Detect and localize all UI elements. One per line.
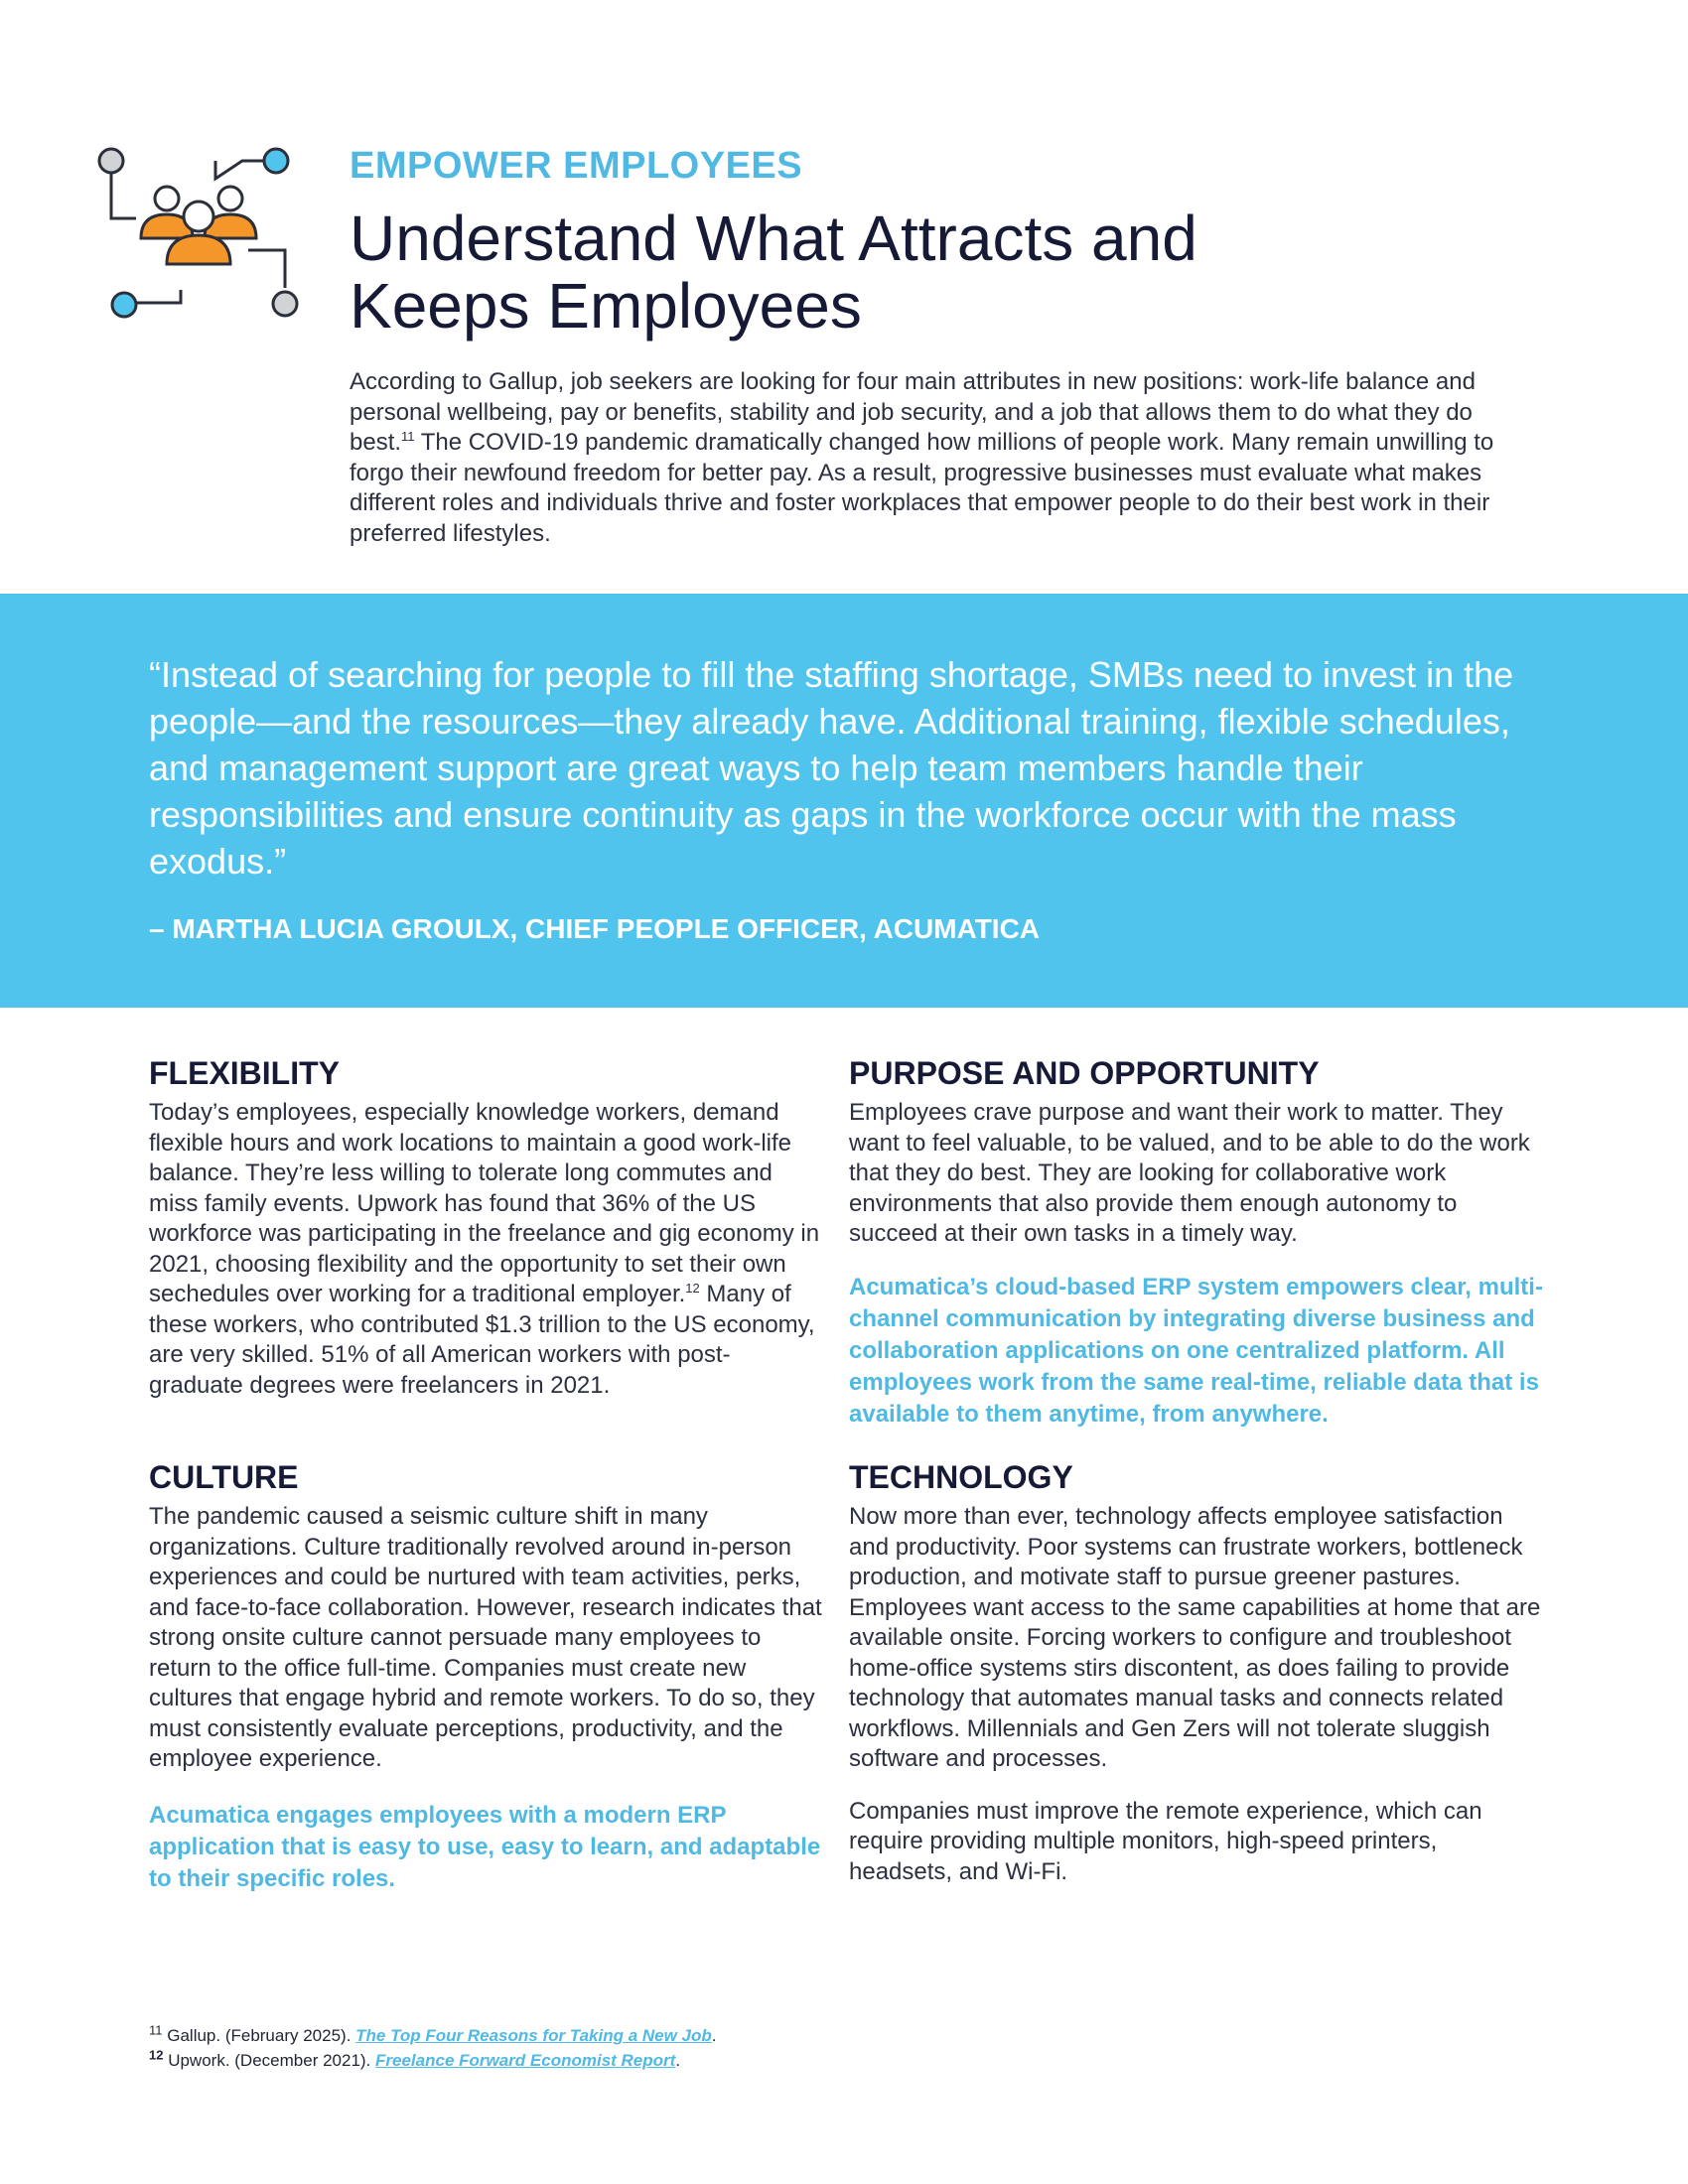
- purpose-section: [849, 1055, 1544, 1431]
- culture-section: [149, 1459, 824, 1895]
- title-line-2: Keeps Employees: [350, 270, 862, 341]
- footnote-suffix: .: [711, 2026, 717, 2045]
- quote-attribution: – MARTHA LUCIA GROULX, CHIEF PEOPLE OFFICER, ACUMATICA: [149, 913, 1041, 944]
- footnote-link[interactable]: Freelance Forward Economist Report: [375, 2051, 676, 2070]
- footnote-number: 11: [149, 2022, 163, 2038]
- culture-heading: CULTURE: [149, 1459, 299, 1495]
- footnote-number: 12: [149, 2047, 164, 2063]
- flexibility-body: [149, 1098, 824, 1401]
- flexibility-footnote-ref[interactable]: 12: [685, 1281, 700, 1296]
- flexibility-text-end: Many of these workers, who contributed $1.3 trillion to the US economy, are very skilled. 51% of all American workers with post-graduate degrees were freelancers in 2021.: [149, 1281, 815, 1399]
- technology-heading: TECHNOLOGY: [849, 1459, 1073, 1495]
- purpose-highlight: Acumatica’s cloud-based ERP system empowers clear, multi-channel communication by integrating diverse business and collaboration applications on one centralized platform. All employees work from the same real-time, reliable data that is available to them anytime, from anywhere.: [849, 1273, 1543, 1428]
- technology-section: [849, 1459, 1544, 1887]
- intro-paragraph: [350, 367, 1541, 549]
- flexibility-heading: FLEXIBILITY: [149, 1055, 340, 1091]
- intro-footnote-ref[interactable]: 11: [401, 429, 415, 444]
- team-network-icon: [91, 139, 310, 338]
- title-line-1: Understand What Attracts and: [350, 203, 1197, 274]
- footnote-suffix: .: [675, 2051, 681, 2070]
- culture-highlight: Acumatica engages employees with a modern ERP application that is easy to use, easy to learn, and adaptable to their specific roles.: [149, 1801, 821, 1892]
- culture-body: The pandemic caused a seismic culture shift in many organizations. Culture traditionally revolved around in-person experiences and could be nurtured with team activities, perks, and face-to-face collaboration. However, research indicates that strong onsite culture cannot persuade many employees to return to the office full-time. Companies must create new cultures that engage hybrid and remote workers. To do so, they must consistently evaluate perceptions, productivity, and the employee experience.: [149, 1503, 822, 1772]
- footnote-link[interactable]: The Top Four Reasons for Taking a New Job: [355, 2026, 712, 2045]
- technology-body-2: Companies must improve the remote experience, which can require providing multiple monitors, high-speed printers, headsets, and Wi-Fi.: [849, 1797, 1482, 1885]
- purpose-heading: PURPOSE AND OPPORTUNITY: [849, 1055, 1320, 1091]
- footnote-item: [149, 2023, 717, 2048]
- flexibility-text-start: Today’s employees, especially knowledge workers, demand flexible hours and work locations to maintain a good work-life balance. They’re less willing to tolerate long commutes and miss family events. Upwork has found that 36% of the US workforce was participating in the freelance and gig economy in 2021, choosing flexibility and the opportunity to set their own sechedules over working for a traditional employer.: [149, 1099, 820, 1307]
- pull-quote: “Instead of searching for people to fill the staffing shortage, SMBs need to invest in the people—and the resources—they already have. Additional training, flexible schedules, and management support are great ways to help team members handle their responsibilities and ensure continuity as gaps in the workforce occur with the mass exodus.”: [149, 654, 1514, 882]
- section-kicker: EMPOWER EMPLOYEES: [350, 145, 803, 187]
- flexibility-section: [149, 1055, 824, 1401]
- page-title: [350, 205, 1342, 340]
- footnote-item: [149, 2048, 717, 2073]
- purpose-body: Employees crave purpose and want their work to matter. They want to feel valuable, to be valued, and to be able to do the work that they do best. They are looking for collaborative work environments that also provide them enough autonomy to succeed at their own tasks in a timely way.: [849, 1099, 1530, 1247]
- intro-text-start: According to Gallup, job seekers are looking for four main attributes in new positions: work-life balance and personal wellbeing, pay or benefits, stability and job security, and a job that allows them to do what they do best.: [350, 368, 1476, 456]
- footnote-prefix: Upwork. (December 2021).: [168, 2051, 376, 2070]
- technology-body: Now more than ever, technology affects employee satisfaction and productivity. Poor systems can frustrate workers, bottleneck production, and motivate staff to pursue greener pastures. Employees want access to the same capabilities at home that are available onsite. Forcing workers to configure and troubleshoot home-office systems stirs discontent, as does failing to provide technology that automates manual tasks and connects related workflows. Millennials and Gen Zers will not tolerate sluggish software and processes.: [849, 1503, 1541, 1772]
- intro-text-end: The COVID-19 pandemic dramatically changed how millions of people work. Many remain unwilling to forgo their newfound freedom for better pay. As a result, progressive businesses must evaluate what makes different roles and individuals thrive and foster workplaces that empower people to do their best work in their preferred lifestyles.: [350, 429, 1494, 547]
- footnote-prefix: Gallup. (February 2025).: [167, 2026, 356, 2045]
- footnotes: [149, 2023, 717, 2073]
